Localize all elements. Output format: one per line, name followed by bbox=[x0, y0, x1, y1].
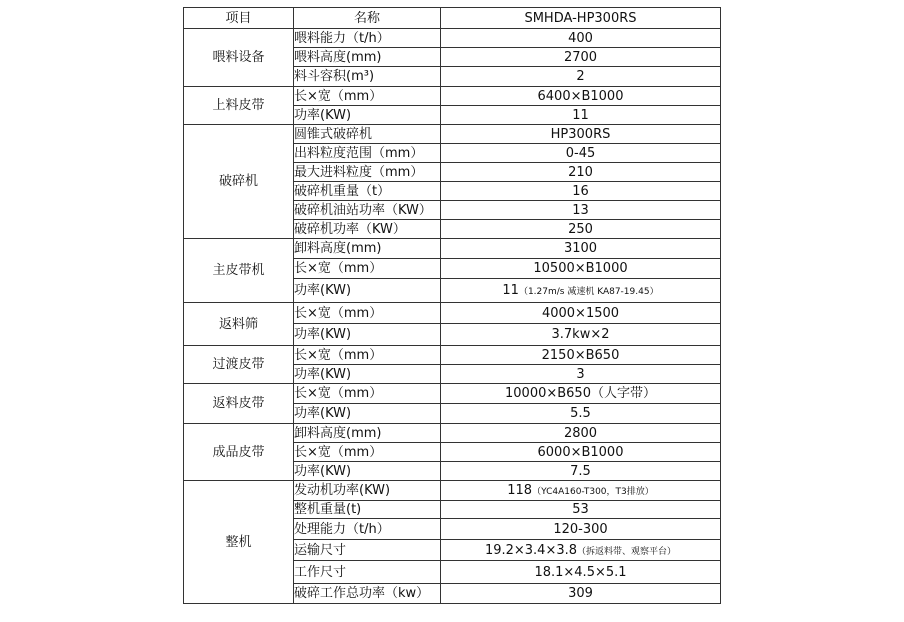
group-label: 整机 bbox=[184, 481, 294, 604]
param-note: （1.27m/s 减速机 KA87-19.45） bbox=[518, 287, 659, 297]
param-name: 破碎机油站功率（KW） bbox=[294, 201, 441, 220]
group-label: 喂料设备 bbox=[184, 29, 294, 87]
param-value-cell bbox=[441, 259, 721, 279]
param-value: 5.5 bbox=[570, 406, 591, 421]
header-name: 名称 bbox=[294, 8, 441, 29]
param-value: 2800 bbox=[563, 425, 598, 441]
param-value: 2 bbox=[576, 69, 585, 84]
param-value-cell bbox=[441, 163, 721, 182]
param-value: 16 bbox=[572, 183, 589, 199]
param-value: 7.5 bbox=[570, 463, 591, 479]
param-value-cell bbox=[441, 279, 721, 303]
param-value-cell bbox=[441, 443, 721, 462]
param-value-cell bbox=[441, 346, 721, 365]
param-value-cell bbox=[441, 501, 721, 519]
param-value: 309 bbox=[568, 586, 593, 601]
param-value: 2700 bbox=[563, 49, 598, 65]
group-label: 破碎机 bbox=[184, 125, 294, 239]
param-name: 运输尺寸 bbox=[294, 540, 441, 561]
table-row bbox=[184, 346, 721, 365]
param-name: 卸料高度(mm) bbox=[294, 424, 441, 443]
param-value-cell bbox=[441, 519, 721, 540]
param-name: 出料粒度范围（mm） bbox=[294, 144, 441, 163]
param-name: 功率(KW) bbox=[294, 404, 441, 424]
param-name: 喂料能力（t/h） bbox=[294, 29, 441, 48]
param-name: 功率(KW) bbox=[294, 106, 441, 125]
param-value-cell bbox=[441, 125, 721, 144]
param-name: 长×宽（mm） bbox=[294, 443, 441, 462]
table-row bbox=[184, 87, 721, 106]
param-value-cell bbox=[441, 561, 721, 584]
param-name: 圆锥式破碎机 bbox=[294, 125, 441, 144]
param-value-cell bbox=[441, 239, 721, 259]
param-value-cell bbox=[441, 144, 721, 163]
param-value-cell bbox=[441, 540, 721, 561]
param-value: 210 bbox=[568, 164, 593, 180]
param-value: 118 bbox=[507, 483, 533, 498]
param-value: 10000×B650（人字带） bbox=[505, 386, 656, 401]
group-label: 过渡皮带 bbox=[184, 346, 294, 384]
param-value-cell bbox=[441, 48, 721, 67]
param-name: 破碎工作总功率（kw） bbox=[294, 584, 441, 604]
spec-table bbox=[183, 7, 721, 604]
param-value-cell bbox=[441, 106, 721, 125]
param-value-cell bbox=[441, 182, 721, 201]
header-item: 项目 bbox=[184, 8, 294, 29]
param-value-cell bbox=[441, 481, 721, 501]
param-value: 3100 bbox=[563, 241, 598, 256]
group-label: 返料皮带 bbox=[184, 384, 294, 424]
group-label: 上料皮带 bbox=[184, 87, 294, 125]
param-value-cell bbox=[441, 584, 721, 604]
param-name: 长×宽（mm） bbox=[294, 259, 441, 279]
table-row bbox=[184, 29, 721, 48]
param-value-cell bbox=[441, 87, 721, 106]
param-value: 6400×B1000 bbox=[537, 88, 624, 104]
spec-body bbox=[184, 29, 721, 604]
param-name: 破碎机功率（KW） bbox=[294, 220, 441, 239]
param-value-cell bbox=[441, 201, 721, 220]
param-name: 料斗容积(m³) bbox=[294, 67, 441, 87]
param-name: 最大进料粒度（mm） bbox=[294, 163, 441, 182]
param-value-cell bbox=[441, 365, 721, 384]
param-name: 整机重量(t) bbox=[294, 501, 441, 519]
param-value-cell bbox=[441, 220, 721, 239]
param-value-cell bbox=[441, 324, 721, 346]
param-name: 长×宽（mm） bbox=[294, 384, 441, 404]
group-label: 成品皮带 bbox=[184, 424, 294, 481]
param-value: HP300RS bbox=[550, 126, 611, 142]
header-model: SMHDA-HP300RS bbox=[441, 8, 721, 29]
param-value: 19.2×3.4×3.8 bbox=[484, 542, 578, 558]
param-value-cell bbox=[441, 462, 721, 481]
param-name: 功率(KW) bbox=[294, 462, 441, 481]
param-name: 功率(KW) bbox=[294, 324, 441, 346]
param-value: 11 bbox=[502, 283, 519, 298]
param-value: 4000×1500 bbox=[541, 305, 620, 321]
param-note: （拆返料带、观察平台） bbox=[577, 546, 677, 557]
param-value: 10500×B1000 bbox=[533, 261, 628, 276]
param-name: 破碎机重量（t） bbox=[294, 182, 441, 201]
param-value: 2150×B650 bbox=[541, 347, 620, 363]
table-row bbox=[184, 125, 721, 144]
table-row bbox=[184, 239, 721, 259]
param-note: （YC4A160-T300，T3排放） bbox=[532, 487, 654, 497]
param-value: 18.1×4.5×5.1 bbox=[534, 564, 627, 580]
group-label: 主皮带机 bbox=[184, 239, 294, 303]
table-row bbox=[184, 424, 721, 443]
param-value-cell bbox=[441, 384, 721, 404]
param-name: 工作尺寸 bbox=[294, 561, 441, 584]
param-name: 长×宽（mm） bbox=[294, 346, 441, 365]
param-value: 250 bbox=[568, 221, 593, 237]
param-value: 53 bbox=[572, 502, 589, 517]
param-value: 3.7kw×2 bbox=[551, 327, 610, 342]
table-row bbox=[184, 481, 721, 501]
param-value: 3 bbox=[576, 366, 585, 382]
group-label: 返料筛 bbox=[184, 303, 294, 346]
param-name: 长×宽（mm） bbox=[294, 87, 441, 106]
param-name: 喂料高度(mm) bbox=[294, 48, 441, 67]
param-value-cell bbox=[441, 404, 721, 424]
param-value-cell bbox=[441, 303, 721, 324]
param-name: 长×宽（mm） bbox=[294, 303, 441, 324]
param-name: 处理能力（t/h） bbox=[294, 519, 441, 540]
param-name: 发动机功率(KW) bbox=[294, 481, 441, 501]
param-name: 卸料高度(mm) bbox=[294, 239, 441, 259]
param-value: 13 bbox=[572, 202, 589, 218]
table-row bbox=[184, 303, 721, 324]
param-value: 11 bbox=[572, 107, 589, 123]
param-value: 0-45 bbox=[565, 145, 596, 161]
param-value: 120-300 bbox=[553, 521, 608, 537]
param-name: 功率(KW) bbox=[294, 279, 441, 303]
param-value-cell bbox=[441, 424, 721, 443]
param-name: 功率(KW) bbox=[294, 365, 441, 384]
table-row bbox=[184, 384, 721, 404]
param-value: 6000×B1000 bbox=[537, 444, 624, 460]
param-value-cell bbox=[441, 67, 721, 87]
param-value: 400 bbox=[568, 30, 593, 46]
param-value-cell bbox=[441, 29, 721, 48]
header-row bbox=[184, 8, 721, 29]
